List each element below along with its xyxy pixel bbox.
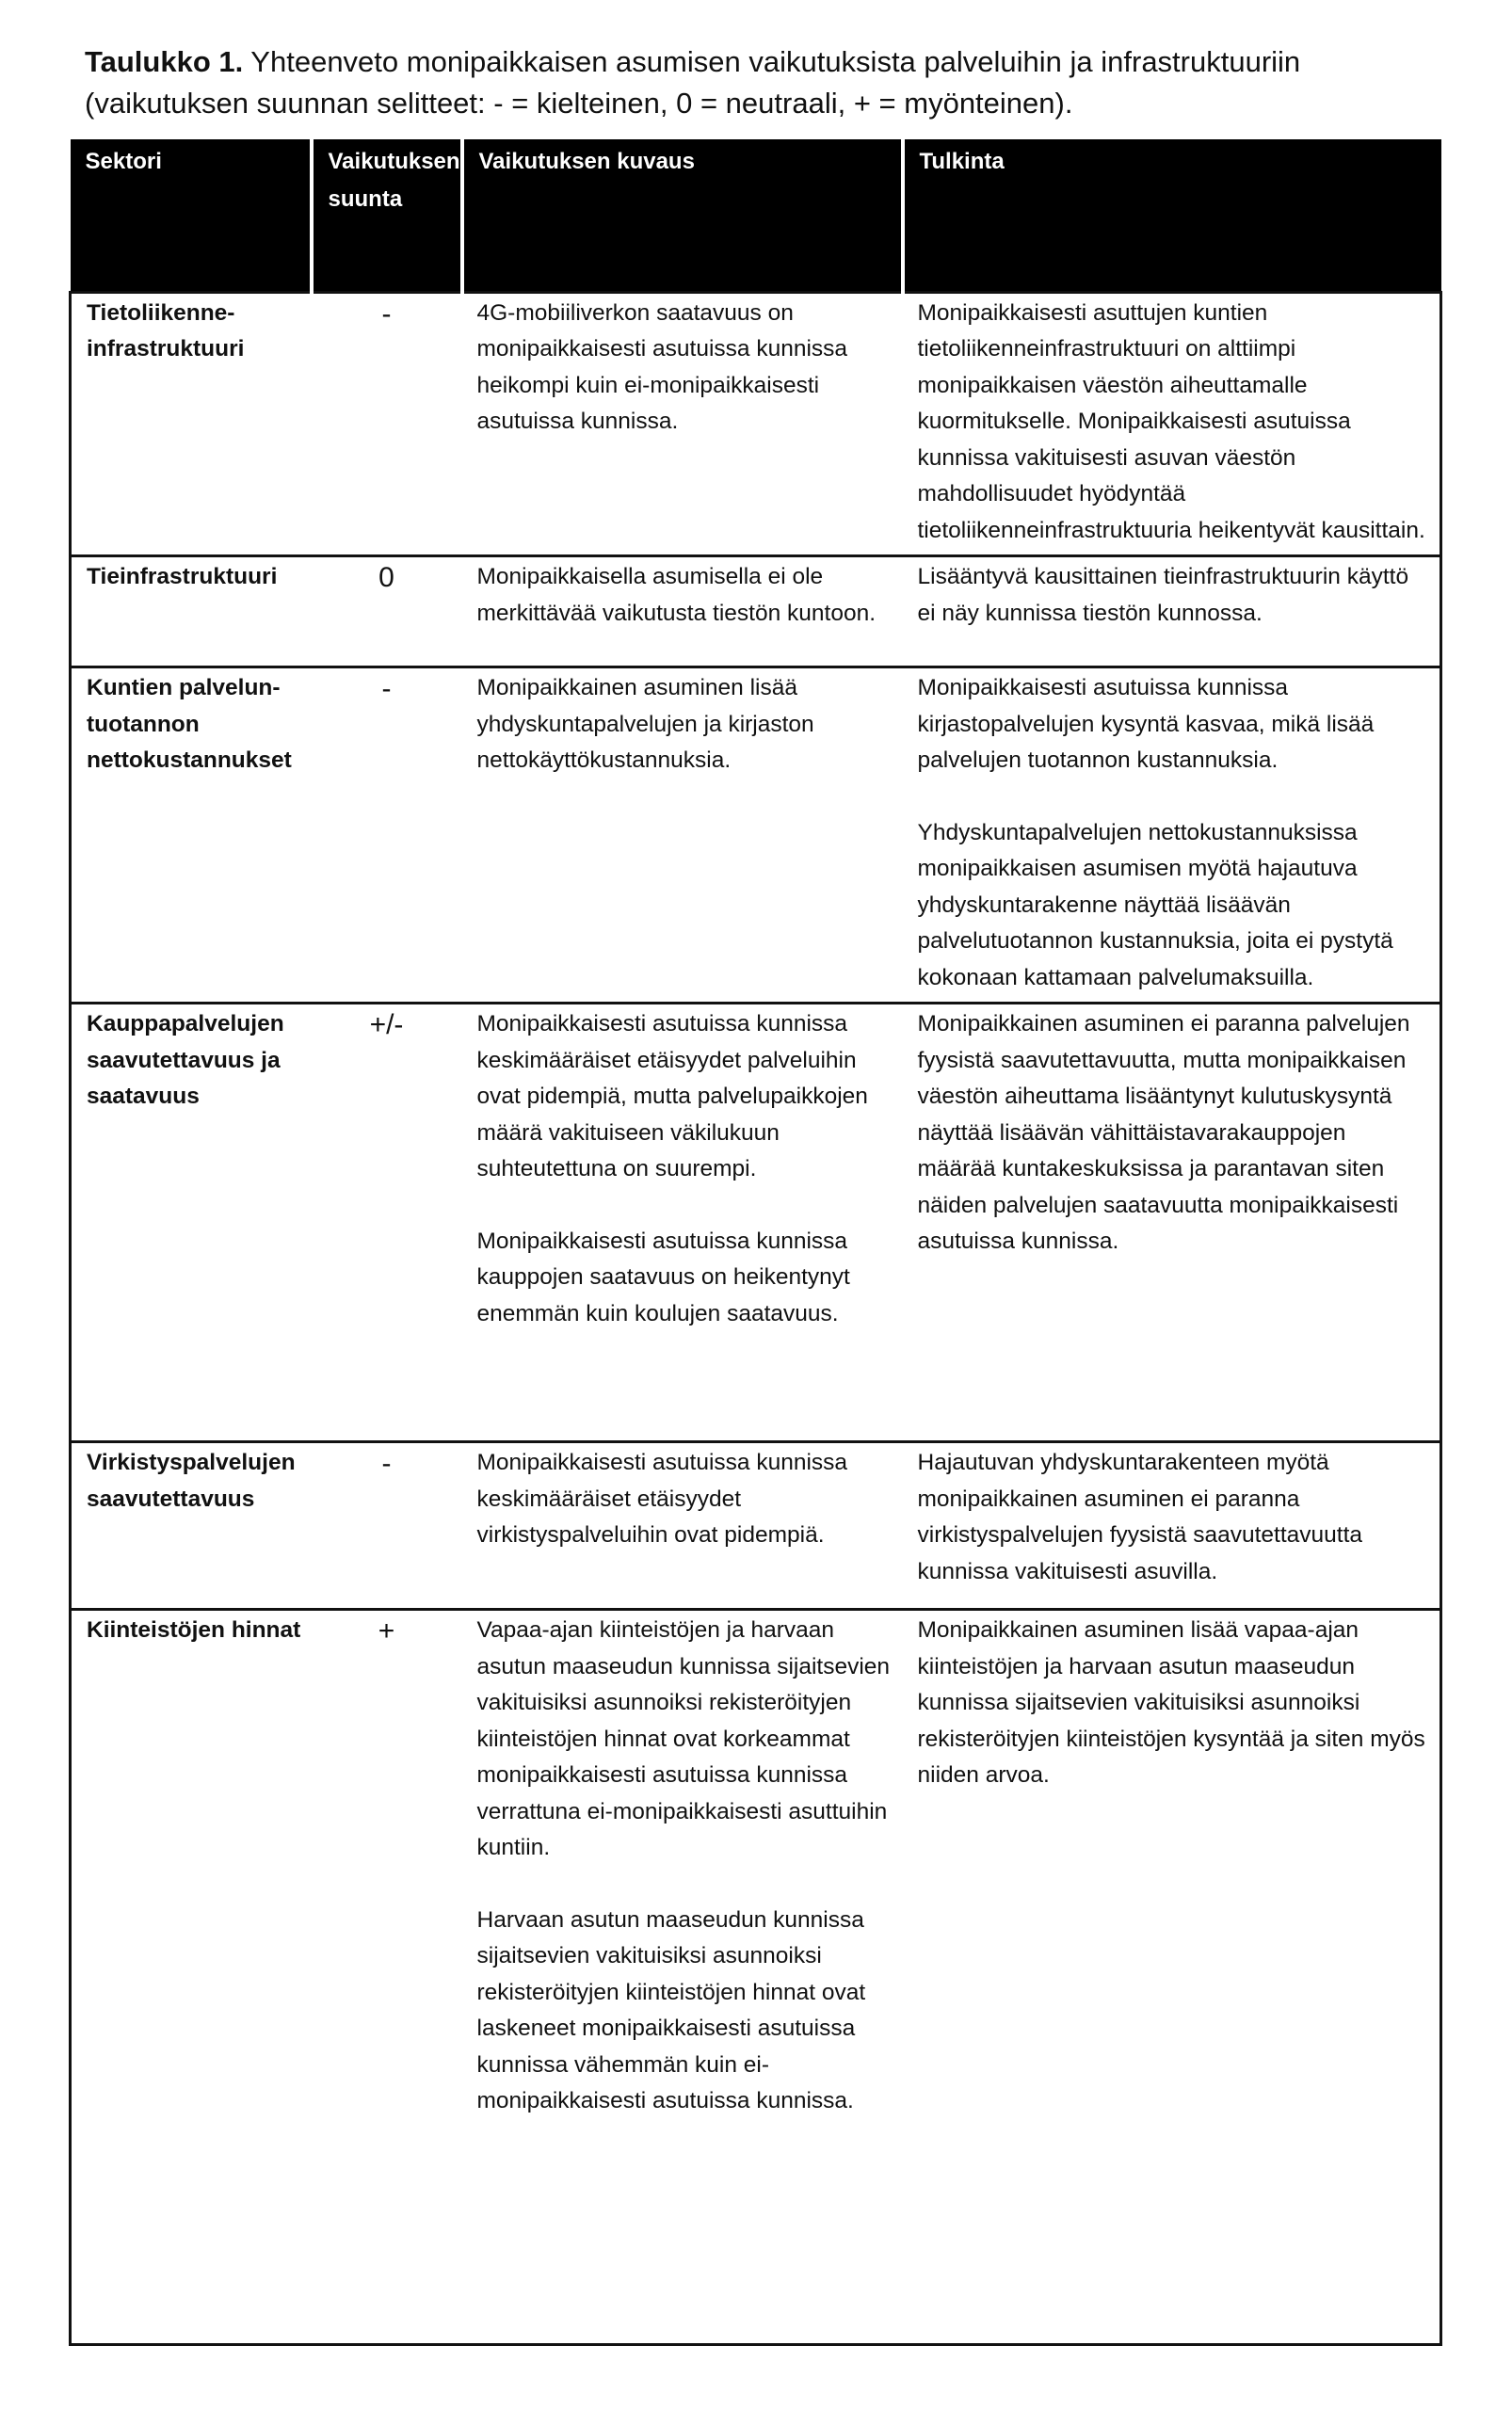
table-row (71, 292, 1441, 556)
interpretation-paragraph: Yhdyskuntapalvelujen nettokustannuksissa monipaikkaisen asumisen myötä hajautuva yhdyskuntarakenne näyttää lisäävän palvelutuotannon kustannuksia, joita ei pystytä kokonaan kattamaan palvelumaksuilla. (917, 819, 1393, 990)
cell-sector: Tieinfrastruktuuri (71, 556, 312, 667)
interpretation-paragraph: Monipaikkaisesti asuttujen kuntien tietoliikenneinfrastruktuuri on alttiimpi monipaikkaisen väestön aiheuttamalle kuormitukselle. Monipaikkaisesti asutuissa kunnissa vakituisesti asuvan väestön mahdollisuudet hyödyntää tietoliikenneinfrastruktuuria heikentyvät kausittain. (917, 299, 1425, 543)
cell-direction: 0 (312, 556, 462, 667)
table-row (71, 667, 1441, 1004)
description-paragraph: Vapaa-ajan kiinteistöjen ja harvaan asutun maaseudun kunnissa sijaitsevien vakituisiksi asunnoiksi rekisteröityjen kiinteistöjen hinnat ovat korkeammat monipaikkaisesti asutuissa kunnissa verrattuna ei-monipaikkaisesti asuttuihin kuntiin. (476, 1617, 891, 1860)
description-paragraph: Monipaikkainen asuminen lisää yhdyskuntapalvelujen ja kirjaston nettokäyttökustannuksia. (476, 675, 814, 773)
header-sector: Sektori (71, 139, 312, 292)
interpretation-paragraph: Lisääntyvä kausittainen tieinfrastruktuurin käyttö ei näy kunnissa tiestön kunnossa. (917, 564, 1409, 626)
caption-text: Yhteenveto monipaikkaisen asumisen vaikutuksista palveluihin ja infrastruktuuriin (vaikutuksen suunnan selitteet: - = kielteinen, 0 = neutraali, + = myönteinen). (85, 45, 1301, 120)
cell-interpretation (903, 1610, 1441, 2345)
cell-direction: +/- (312, 1004, 462, 1442)
cell-direction: - (312, 667, 462, 1004)
cell-interpretation (903, 667, 1441, 1004)
cell-interpretation (903, 556, 1441, 667)
description-paragraph: Monipaikkaisesti asutuissa kunnissa keskimääräiset etäisyydet virkistyspalveluihin ovat pidempiä. (476, 1450, 848, 1548)
cell-sector: Virkistyspalvelujen saavutettavuus (71, 1442, 312, 1610)
cell-sector: Kuntien palvelun-tuotannon nettokustannukset (71, 667, 312, 1004)
interpretation-paragraph: Monipaikkaisesti asutuissa kunnissa kirjastopalvelujen kysyntä kasvaa, mikä lisää palvelujen tuotannon kustannuksia. (917, 675, 1375, 773)
description-paragraph: Harvaan asutun maaseudun kunnissa sijaitsevien vakituisiksi asunnoiksi rekisteröityjen kiinteistöjen hinnat ovat laskeneet monipaikkaisesti asutuissa kunnissa vähemmän kuin ei-monipaikkaisesti asutuissa kunnissa. (476, 1906, 866, 2113)
cell-description (462, 556, 903, 667)
table-caption (85, 41, 1440, 124)
description-paragraph: 4G-mobiiliverkon saatavuus on monipaikkaisesti asutuissa kunnissa heikompi kuin ei-monipaikkaisesti asutuissa kunnissa. (476, 299, 848, 434)
interpretation-paragraph: Monipaikkainen asuminen lisää vapaa-ajan kiinteistöjen ja harvaan asutun maaseudun kunnissa sijaitsevien vakituisiksi asunnoiksi rekisteröityjen kiinteistöjen kysyntää ja siten myös niiden arvoa. (917, 1617, 1425, 1788)
interpretation-paragraph: Monipaikkainen asuminen ei paranna palvelujen fyysistä saavutettavuutta, mutta monipaikkaisen väestön aiheuttama lisääntynyt kulutuskysyntä näyttää lisäävän vähittäistavarakauppojen määrää kuntakeskuksissa ja parantavan siten näiden palvelujen saatavuutta monipaikkaisesti asutuissa kunnissa. (917, 1011, 1410, 1254)
cell-sector: Kiinteistöjen hinnat (71, 1610, 312, 2345)
header-description: Vaikutuksen kuvaus (462, 139, 903, 292)
cell-direction: + (312, 1610, 462, 2345)
table-row (71, 1610, 1441, 2345)
impact-table (69, 139, 1442, 2346)
header-interpretation: Tulkinta (903, 139, 1441, 292)
cell-sector: Kauppapalvelujen saavutettavuus ja saatavuus (71, 1004, 312, 1442)
table-row (71, 1004, 1441, 1442)
table-body (71, 292, 1441, 2345)
cell-interpretation (903, 1442, 1441, 1610)
table-row (71, 556, 1441, 667)
description-paragraph: Monipaikkaisella asumisella ei ole merkittävää vaikutusta tiestön kuntoon. (476, 564, 877, 626)
cell-description (462, 1004, 903, 1442)
cell-interpretation (903, 292, 1441, 556)
cell-direction: - (312, 1442, 462, 1610)
description-paragraph: Monipaikkaisesti asutuissa kunnissa keskimääräiset etäisyydet palveluihin ovat pidempiä, mutta palvelupaikkojen määrä vakituiseen väkilukuun suhteutettuna on suurempi. (476, 1011, 868, 1181)
table-row (71, 1442, 1441, 1610)
cell-description (462, 667, 903, 1004)
header-row (71, 139, 1441, 292)
description-paragraph: Monipaikkaisesti asutuissa kunnissa kauppojen saatavuus on heikentynyt enemmän kuin koulujen saatavuus. (476, 1228, 850, 1326)
cell-sector: Tietoliikenne-infrastruktuuri (71, 292, 312, 556)
caption-label: Taulukko 1. (85, 45, 244, 78)
cell-description (462, 1442, 903, 1610)
table-header (71, 139, 1441, 292)
cell-interpretation (903, 1004, 1441, 1442)
cell-direction: - (312, 292, 462, 556)
header-direction: Vaikutuksen suunta (312, 139, 462, 292)
cell-description (462, 1610, 903, 2345)
interpretation-paragraph: Hajautuvan yhdyskuntarakenteen myötä monipaikkainen asuminen ei paranna virkistyspalvelujen fyysistä saavutettavuutta kunnissa vakituisesti asuvilla. (917, 1450, 1363, 1584)
cell-description (462, 292, 903, 556)
